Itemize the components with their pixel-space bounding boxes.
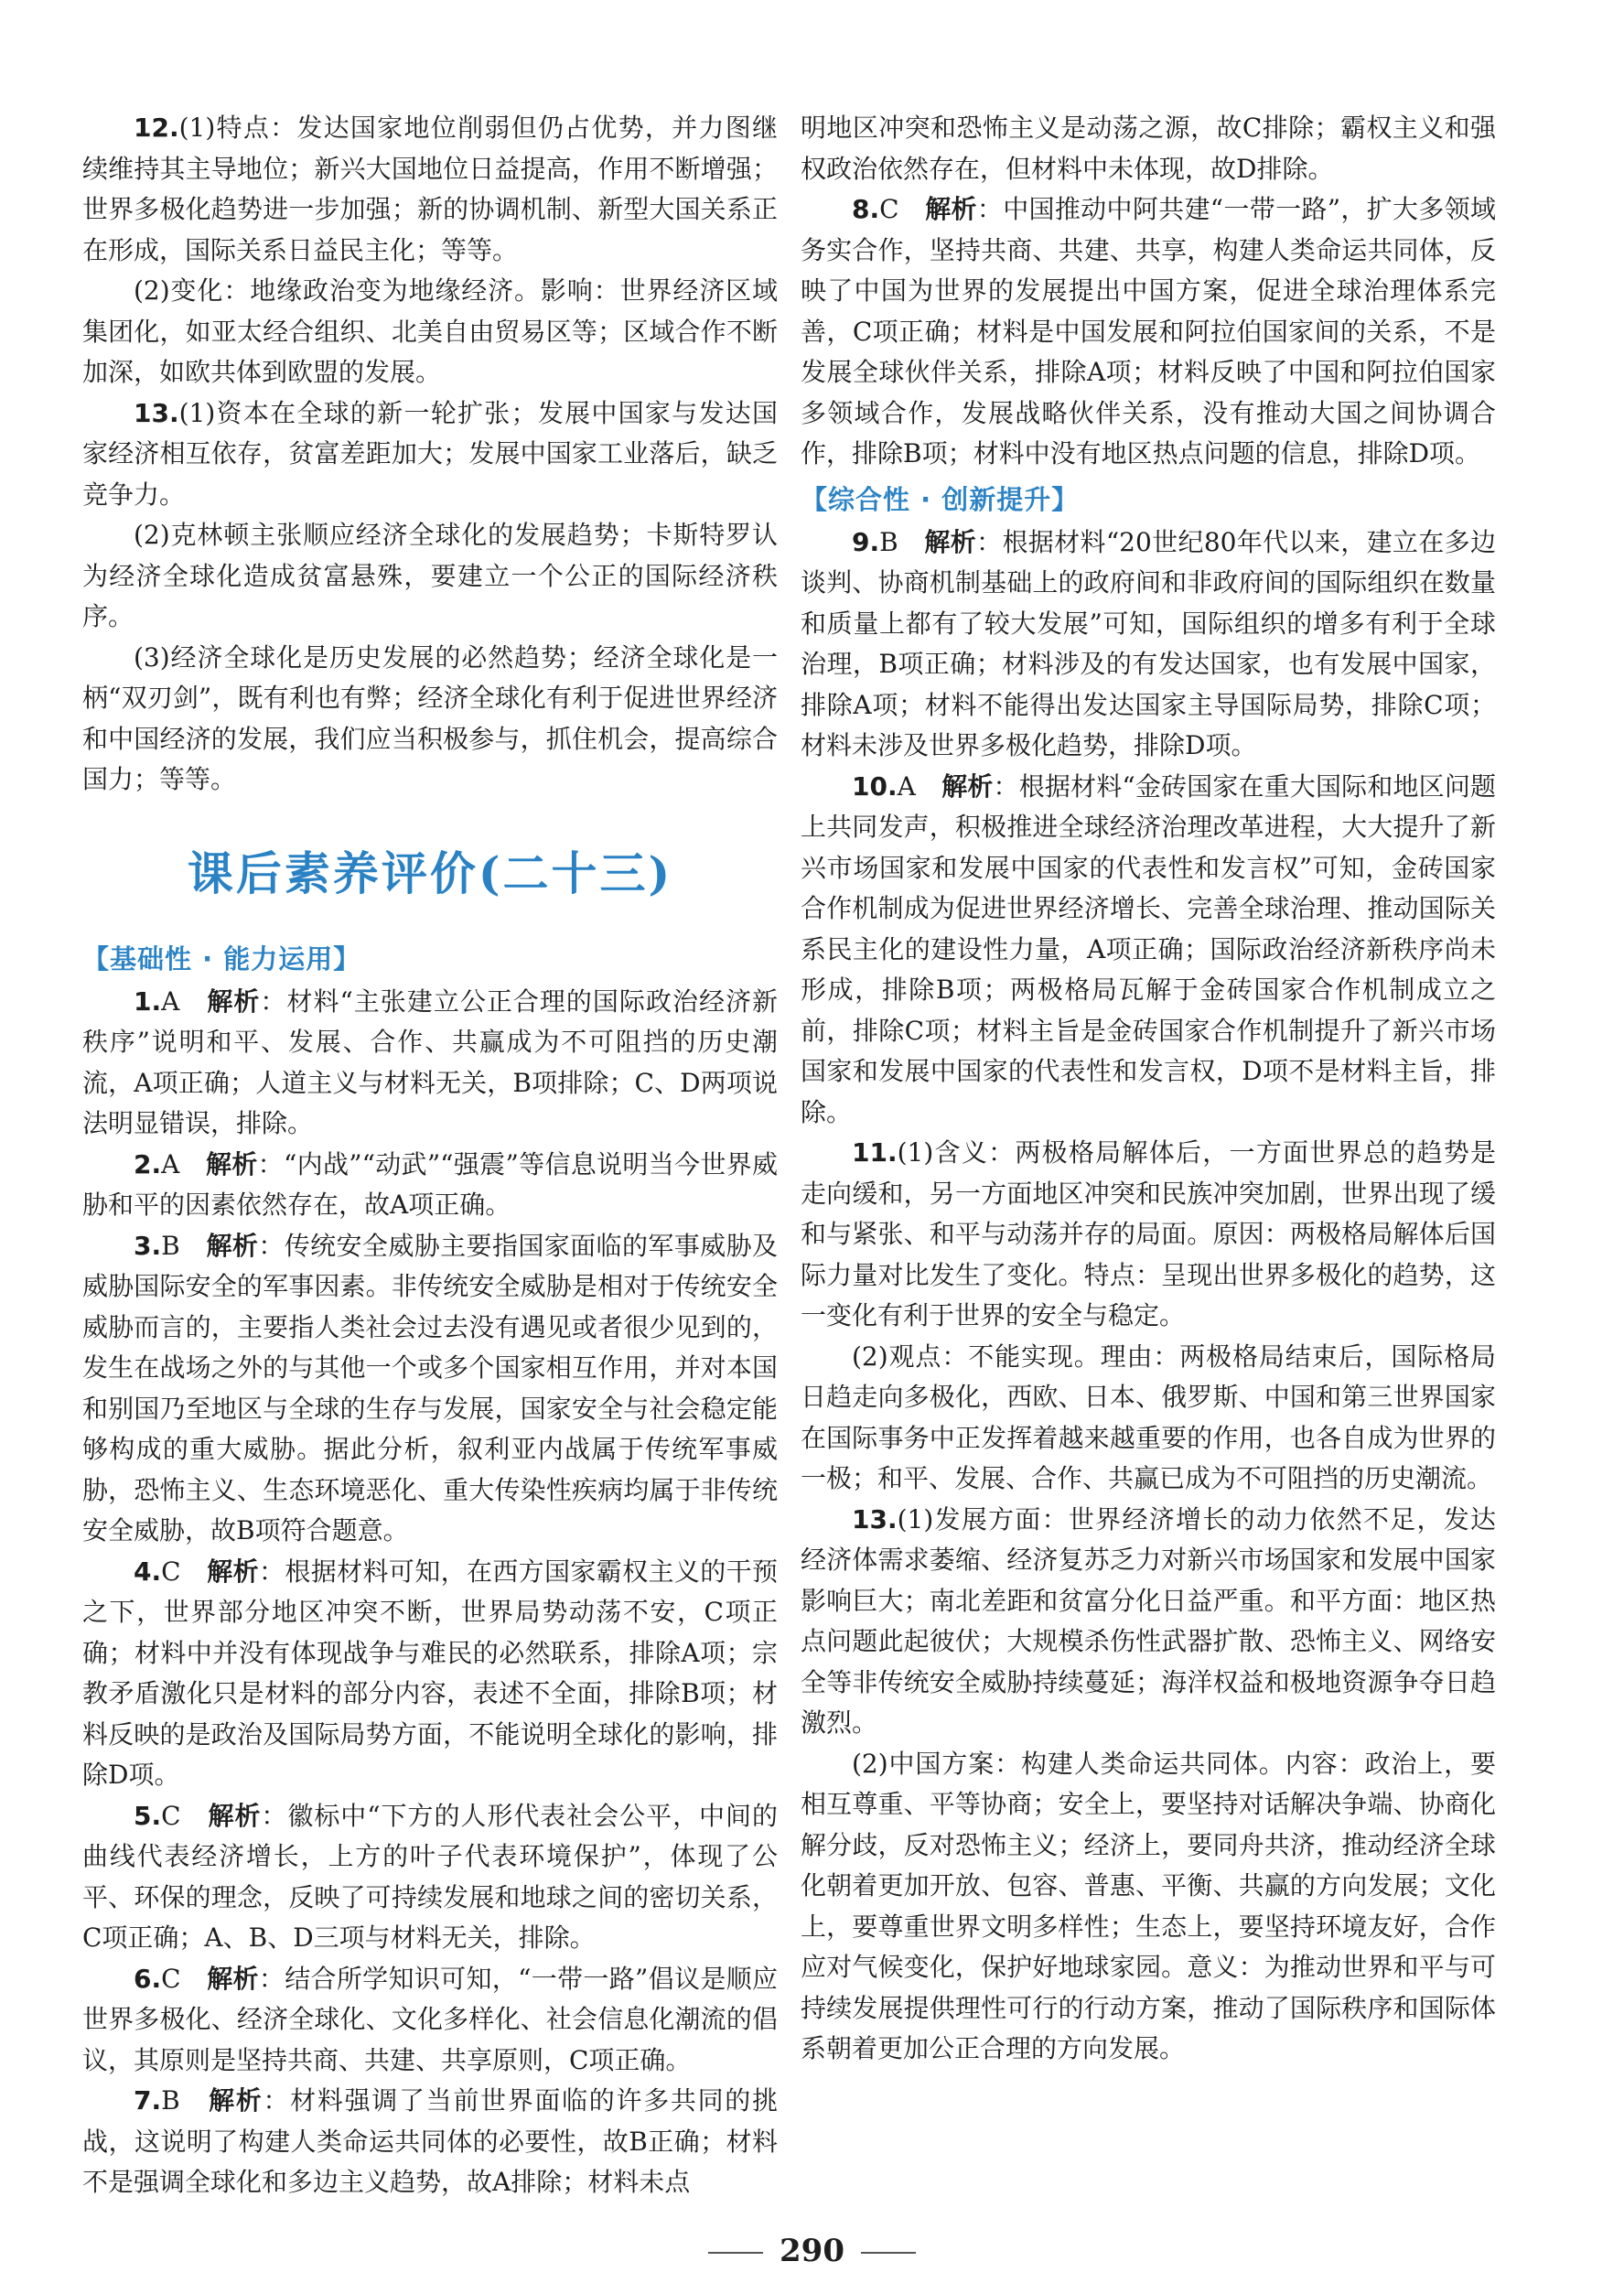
answer-9: 9.B 解析：根据材料“20世纪80年代以来，建立在多边谈判、协商机制基础上的政府间和非政府间的国际组织在数量和质量上都有了较大发展”可知，国际组织的增多有利于全球治理，B项正确；材料涉及的有发达国家，也有发展中国家，排除A项；材料不能得出发达国家主导国际局势，排除C项；材料未涉及世界多极化趋势，排除D项。 <box>801 526 1496 760</box>
section-tag-basic: 【基础性 · 能力运用】 <box>82 942 361 975</box>
page-number: 290 <box>780 2233 844 2269</box>
answer-13-part1: 13.(1)资本在全球的新一轮扩张；发展中国家与发达国家经济相互依存，贫富差距加大；发展中国家工业落后，缺乏竞争力。 <box>82 397 778 510</box>
answer-7-continued: 明地区冲突和恐怖主义是动荡之源，故C排除；霸权主义和强权政治依然存在，但材料中未体现，故D排除。 <box>801 113 1496 184</box>
answer-10: 10.A 解析：根据材料“金砖国家在重大国际和地区问题上共同发声，积极推进全球经济治理改革进程，大大提升了新兴市场国家和发展中国家的代表性和发言权”可知，金砖国家合作机制成为促进世界经济增长、完善全球治理、推动国际关系民主化的建设性力量，A项正确；国际政治经济新秩序尚未形成，排除B项；两极格局瓦解于金砖国家合作机制成立之前，排除C项；材料主旨是金砖国家合作机制提升了新兴市场国家和发展中国家的代表性和发言权，D项不是材料主旨，排除。 <box>801 770 1496 1127</box>
section-tag-comprehensive: 【综合性 · 创新提升】 <box>801 483 1080 515</box>
answer-11-part1: 11.(1)含义：两极格局解体后，一方面世界总的趋势是走向缓和，另一方面地区冲突和民族冲突加剧，世界出现了缓和与紧张、和平与动荡并存的局面。原因：两极格局解体后国际力量对比发生了变化。特点：呈现出世界多极化的趋势，这一变化有利于世界的安全与稳定。 <box>801 1137 1496 1330</box>
answer-13b-part2: (2)中国方案：构建人类命运共同体。内容：政治上，要相互尊重、平等协商；安全上，要坚持对话解决争端、协商化解分歧，反对恐怖主义；经济上，要同舟共济，推动经济全球化朝着更加开放、包容、普惠、平衡、共赢的方向发展；文化上，要尊重世界文明多样性；生态上，要坚持环境友好，合作应对气候变化，保护好地球家园。意义：为推动世界和平与可持续发展提供理性可行的行动方案，推动了国际秩序和国际体系朝着更加公正合理的方向发展。 <box>801 1748 1496 2063</box>
answer-8: 8.C 解析：中国推动中阿共建“一带一路”，扩大多领域务实合作，坚持共商、共建、共享，构建人类命运共同体，反映了中国为世界的发展提出中国方案，促进全球治理体系完善，C项正确；材料是中国发展和阿拉伯国家间的关系，不是发展全球伙伴关系，排除A项；材料反映了中国和阿拉伯国家多领域合作，发展战略伙伴关系，没有推动大国之间协调合作，排除B项；材料中没有地区热点问题的信息，排除D项。 <box>801 194 1496 468</box>
answer-13-part3: (3)经济全球化是历史发展的必然趋势；经济全球化是一柄“双刃剑”，既有利也有弊；经济全球化有利于促进世界经济和中国经济的发展，我们应当积极参与，抓住机会，提高综合国力；等等。 <box>82 641 778 794</box>
right-column <box>801 108 1496 2070</box>
answer-11-part2: (2)观点：不能实现。理由：两极格局结束后，国际格局日趋走向多极化，西欧、日本、俄罗斯、中国和第三世界国家在国际事务中正发挥着越来越重要的作用，也各自成为世界的一极；和平、发展、合作、共赢已成为不可阻挡的历史潮流。 <box>801 1341 1496 1493</box>
answer-12-part1: 12.(1)特点：发达国家地位削弱但仍占优势，并力图继续维持其主导地位；新兴大国地位日益提高，作用不断增强；世界多极化趋势进一步加强；新的协调机制、新型大国关系正在形成，国际关系日益民主化；等等。 <box>82 113 778 265</box>
answer-5: 5.C 解析：徽标中“下方的人形代表社会公平，中间的曲线代表经济增长，上方的叶子代表环境保护”，体现了公平、环保的理念，反映了可持续发展和地球之间的密切关系，C项正确；A、B、D三项与材料无关，排除。 <box>82 1800 778 1953</box>
section-title: 课后素养评价(二十三) <box>187 845 673 900</box>
page-number-footer <box>0 2233 1624 2269</box>
answer-6: 6.C 解析：结合所学知识可知，“一带一路”倡议是顺应世界多极化、经济全球化、文化多样化、社会信息化潮流的倡议，其原则是坚持共商、共建、共享原则，C项正确。 <box>82 1963 778 2075</box>
footer-rule-right <box>861 2252 916 2254</box>
left-column <box>82 108 778 2203</box>
answer-7: 7.B 解析：材料强调了当前世界面临的许多共同的挑战，这说明了构建人类命运共同体的必要性，故B正确；材料不是强调全球化和多边主义趋势，故A排除；材料未点 <box>82 2085 778 2197</box>
answer-12-part2: (2)变化：地缘政治变为地缘经济。影响：世界经济区域集团化，如亚太经合组织、北美自由贸易区等；区域合作不断加深，如欧共体到欧盟的发展。 <box>82 275 778 387</box>
answer-4: 4.C 解析：根据材料可知，在西方国家霸权主义的干预之下，世界部分地区冲突不断，世界局势动荡不安，C项正确；材料中并没有体现战争与难民的必然联系，排除A项；宗教矛盾激化只是材料的部分内容，表述不全面，排除B项；材料反映的是政治及国际局势方面，不能说明全球化的影响，排除D项。 <box>82 1556 778 1790</box>
answer-3: 3.B 解析：传统安全威胁主要指国家面临的军事威胁及威胁国际安全的军事因素。非传统安全威胁是相对于传统安全威胁而言的，主要指人类社会过去没有遇见或者很少见到的，发生在战场之外的与其他一个或多个国家相互作用，并对本国和别国乃至地区与全球的生存与发展，国家安全与社会稳定能够构成的重大威胁。据此分析，叙利亚内战属于传统军事威胁，恐怖主义、生态环境恶化、重大传染性疾病均属于非传统安全威胁，故B项符合题意。 <box>82 1230 778 1545</box>
answer-13-part2: (2)克林顿主张顺应经济全球化的发展趋势；卡斯特罗认为经济全球化造成贫富悬殊，要建立一个公正的国际经济秩序。 <box>82 520 778 631</box>
answer-1: 1.A 解析：材料“主张建立公正合理的国际政治经济新秩序”说明和平、发展、合作、共赢成为不可阻挡的历史潮流，A项正确；人道主义与材料无关，B项排除；C、D两项说法明显错误，排除。 <box>82 985 778 1138</box>
footer-rule-left <box>708 2252 763 2254</box>
answer-2: 2.A 解析：“内战”“动武”“强震”等信息说明当今世界威胁和平的因素依然存在，故A项正确。 <box>82 1148 778 1220</box>
answer-13b-part1: 13.(1)发展方面：世界经济增长的动力依然不足，发达经济体需求萎缩、经济复苏乏力对新兴市场国家和发展中国家影响巨大；南北差距和贫富分化日益严重。和平方面：地区热点问题此起彼伏；大规模杀伤性武器扩散、恐怖主义、网络安全等非传统安全威胁持续蔓延；海洋权益和极地资源争夺日趋激烈。 <box>801 1503 1496 1738</box>
